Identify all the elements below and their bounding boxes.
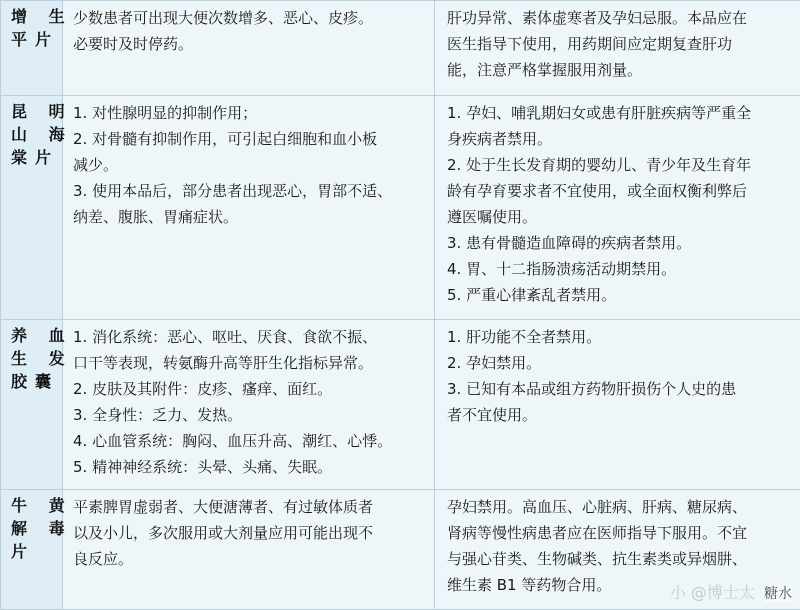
drug-name-line: 平片 [11, 28, 58, 51]
adverse-reaction-line: 2. 对骨髓有抑制作用，可引起白细胞和血小板 [73, 126, 426, 152]
contraindication-line: 3. 患有骨髓造血障碍的疾病者禁用。 [447, 230, 794, 256]
contraindication-line: 遵医嘱使用。 [447, 204, 794, 230]
drug-name-line: 棠片 [11, 146, 58, 169]
drug-name-cell [1, 490, 63, 610]
adverse-reactions-cell [63, 96, 435, 320]
contraindication-line: 4. 胃、十二指肠溃疡活动期禁用。 [447, 256, 794, 282]
adverse-reaction-line: 5. 精神神经系统：头晕、头痛、失眠。 [73, 454, 426, 480]
contraindication-line: 2. 处于生长发育期的婴幼儿、青少年及生育年 [447, 152, 794, 178]
adverse-reaction-line: 3. 使用本品后，部分患者出现恶心，胃部不适、 [73, 178, 426, 204]
contraindication-line: 维生素 B1 等药物合用。 [447, 572, 794, 598]
adverse-reactions-cell [63, 1, 435, 96]
table-row [1, 320, 800, 490]
adverse-reaction-line: 口干等表现，转氨酶升高等肝生化指标异常。 [73, 350, 426, 376]
drug-name [1, 320, 62, 393]
adverse-reaction-line: 以及小儿，多次服用或大剂量应用可能出现不 [73, 520, 426, 546]
drug-name-cell [1, 1, 63, 96]
adverse-reaction-line: 1. 对性腺明显的抑制作用； [73, 100, 426, 126]
drug-name-line: 胶囊 [11, 370, 58, 393]
table-row [1, 96, 800, 320]
contraindication-line: 医生指导下使用，用药期间应定期复查肝功 [447, 31, 794, 57]
adverse-reaction-line: 1. 消化系统：恶心、呕吐、厌食、食欲不振、 [73, 324, 426, 350]
adverse-reactions-cell [63, 490, 435, 610]
adverse-reaction-line: 4. 心血管系统：胸闷、血压升高、潮红、心悸。 [73, 428, 426, 454]
drug-name-line: 牛 黄 [11, 494, 58, 517]
contraindications-cell [435, 96, 800, 320]
contraindication-line: 肾病等慢性病患者应在医师指导下服用。不宜 [447, 520, 794, 546]
contraindication-line: 龄有孕育要求者不宜使用，或全面权衡利弊后 [447, 178, 794, 204]
watermark [670, 580, 792, 603]
contraindication-line: 与强心苷类、生物碱类、抗生素类或异烟肼、 [447, 546, 794, 572]
drug-name [1, 490, 62, 563]
contraindication-line: 者不宜使用。 [447, 402, 794, 428]
drug-name-line: 昆 明 [11, 100, 58, 123]
contraindication-line: 肝功异常、素体虚寒者及孕妇忌服。本品应在 [447, 5, 794, 31]
adverse-reactions-cell [63, 320, 435, 490]
table-row [1, 1, 800, 96]
contraindication-line: 1. 孕妇、哺乳期妇女或患有肝脏疾病等严重全 [447, 100, 794, 126]
contraindication-line: 1. 肝功能不全者禁用。 [447, 324, 794, 350]
drug-name-cell [1, 96, 63, 320]
contraindication-line: 孕妇禁用。高血压、心脏病、肝病、糖尿病、 [447, 494, 794, 520]
drug-name-cell [1, 320, 63, 490]
watermark-text: 小 @博士太 [670, 583, 755, 602]
adverse-reaction-line: 减少。 [73, 152, 426, 178]
contraindication-line: 身疾病者禁用。 [447, 126, 794, 152]
table-body [1, 1, 800, 610]
adverse-reaction-line: 少数患者可出现大便次数增多、恶心、皮疹。 [73, 5, 426, 31]
drug-name-line: 增 生 [11, 5, 58, 28]
contraindication-line: 2. 孕妇禁用。 [447, 350, 794, 376]
drug-name-line: 片 [11, 540, 58, 563]
contraindications-cell [435, 320, 800, 490]
contraindication-line: 5. 严重心律紊乱者禁用。 [447, 282, 794, 308]
drug-name [1, 96, 62, 169]
drug-name-line: 生 发 [11, 347, 58, 370]
drug-name-line: 解 毒 [11, 517, 58, 540]
drug-name-line: 养 血 [11, 324, 58, 347]
adverse-reaction-line: 3. 全身性：乏力、发热。 [73, 402, 426, 428]
adverse-reaction-line: 平素脾胃虚弱者、大便溏薄者、有过敏体质者 [73, 494, 426, 520]
drug-name-line: 山 海 [11, 123, 58, 146]
watermark-tag: 糖水 [764, 586, 792, 602]
contraindications-cell [435, 1, 800, 96]
adverse-reaction-line: 纳差、腹胀、胃痛症状。 [73, 204, 426, 230]
adverse-reaction-line: 必要时及时停药。 [73, 31, 426, 57]
contraindication-line: 能，注意严格掌握服用剂量。 [447, 57, 794, 83]
adverse-reaction-line: 良反应。 [73, 546, 426, 572]
drug-name [1, 1, 62, 51]
contraindication-line: 3. 已知有本品或组方药物肝损伤个人史的患 [447, 376, 794, 402]
adverse-reaction-line: 2. 皮肤及其附件：皮疹、瘙痒、面红。 [73, 376, 426, 402]
